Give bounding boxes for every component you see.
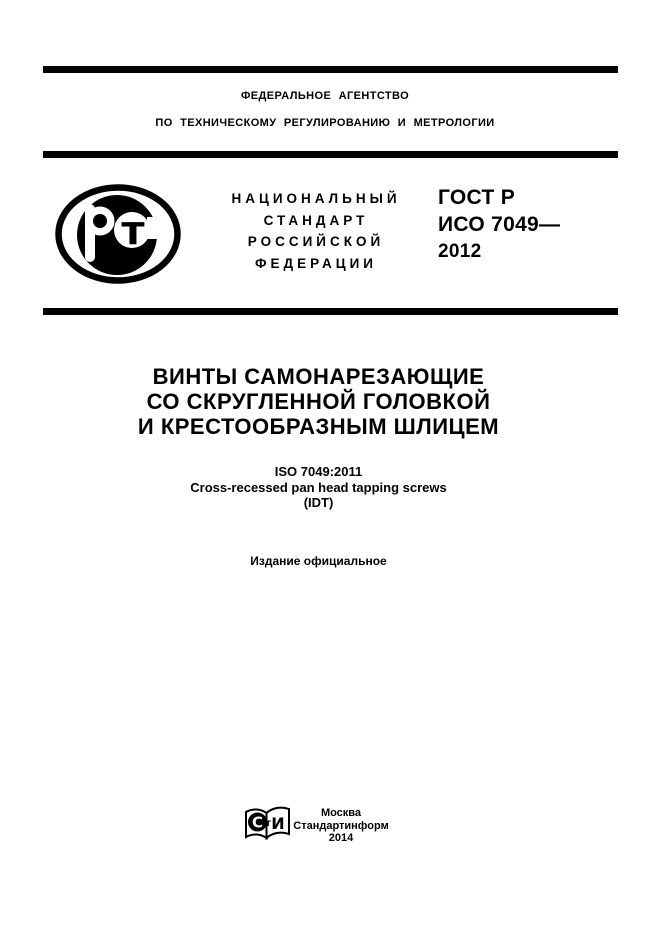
standard-name-line2: СТАНДАРТ — [263, 212, 369, 228]
iso-reference-idt: (IDT) — [303, 495, 334, 510]
top-divider-rule — [43, 66, 618, 73]
gost-code-year: 2012 — [438, 241, 482, 262]
lower-divider-rule — [43, 308, 618, 315]
middle-divider-rule — [43, 151, 618, 158]
imprint-year: 2014 — [328, 832, 354, 844]
document-title-line1: ВИНТЫ САМОНАРЕЗАЮЩИЕ — [152, 364, 485, 389]
svg-text:И: И — [271, 814, 285, 833]
gost-code-line2: ИСО 7049— — [438, 213, 561, 236]
agency-name-line1: ФЕДЕРАЛЬНОЕ АГЕНТСТВО — [240, 90, 410, 102]
iso-reference-block — [0, 464, 637, 511]
iso-reference-title: Cross-recessed pan head tapping screws — [190, 479, 447, 495]
document-title-line3: И КРЕСТООБРАЗНЫМ ШЛИЦЕМ — [137, 414, 500, 439]
imprint-block — [280, 807, 402, 845]
rst-certification-mark-icon — [55, 184, 181, 284]
imprint-publisher: Стандартинформ — [293, 819, 389, 832]
standard-name-line1: НАЦИОНАЛЬНЫЙ — [231, 191, 401, 206]
document-title — [0, 364, 637, 439]
edition-note: Издание официальное — [250, 554, 387, 568]
iso-reference-number: ISO 7049:2011 — [274, 464, 363, 479]
agency-header — [30, 90, 620, 129]
document-title-line2: СО СКРУГЛЕННОЙ ГОЛОВКОЙ — [146, 389, 491, 414]
agency-name-line2: ПО ТЕХНИЧЕСКОМУ РЕГУЛИРОВАНИЮ И МЕТРОЛОГИИ — [155, 117, 495, 129]
standard-name-line3: РОССИЙСКОЙ — [247, 234, 385, 249]
svg-text:т: т — [265, 818, 271, 829]
standard-name-line4: ФЕДЕРАЦИИ — [255, 255, 377, 271]
imprint-city: Москва — [320, 807, 362, 819]
svg-text:т: т — [121, 208, 145, 254]
gost-code-line1: ГОСТ Р — [438, 186, 516, 209]
gost-standard-number — [438, 184, 560, 265]
national-standard-designation — [205, 188, 423, 274]
svg-text:С: С — [251, 813, 264, 832]
